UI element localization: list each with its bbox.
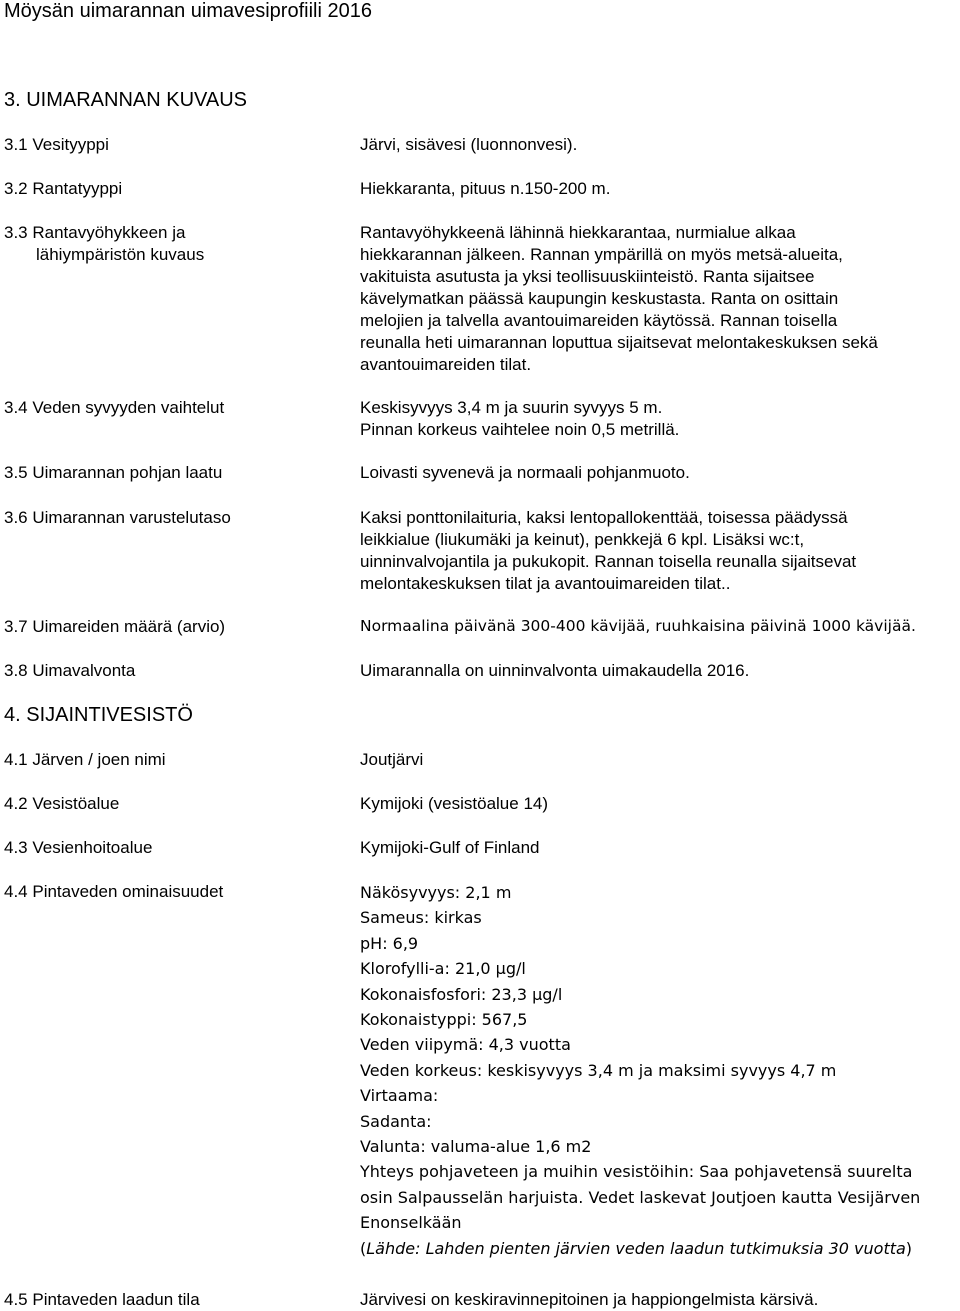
value-4-4-line: pH: 6,9 <box>360 933 419 953</box>
value-4-1: Joutjärvi <box>360 750 424 769</box>
label-3-3-line1: 3.3 Rantavyöhykkeen ja <box>4 223 186 242</box>
page-header: Möysän uimarannan uimavesiprofiili 2016 <box>4 0 372 22</box>
section-3-title: 3. UIMARANNAN KUVAUS <box>4 89 248 111</box>
value-4-4-line: Virtaama: <box>360 1086 439 1106</box>
label-3-4: 3.4 Veden syvyyden vaihtelut <box>4 398 225 417</box>
value-4-4-line: Kokonaisfosfori: 23,3 µg/l <box>360 984 563 1004</box>
value-4-4-line: Näkösyvyys: 2,1 m <box>360 883 512 902</box>
source-open-paren: ( <box>360 1238 367 1258</box>
value-3-1: Järvi, sisävesi (luonnonvesi). <box>360 135 578 154</box>
value-3-4 <box>360 397 960 441</box>
source-citation <box>360 1236 960 1261</box>
label-4-1: 4.1 Järven / joen nimi <box>4 750 166 769</box>
value-3-3-line: reunalla heti uimarannan loputtua sijaitsevat melontakeskuksen sekä <box>360 333 878 352</box>
label-3-7: 3.7 Uimareiden määrä (arvio) <box>4 617 226 636</box>
source-close-paren: ) <box>905 1238 913 1258</box>
label-3-2: 3.2 Rantatyyppi <box>4 179 123 198</box>
value-3-3-line: Rantavyöhykkeenä lähinnä hiekkarantaa, nurmialue alkaa <box>360 223 796 242</box>
label-4-5: 4.5 Pintaveden laadun tila <box>4 1290 200 1309</box>
value-3-3-line: vakituista asutusta ja yksi teollisuuskiinteistö. Ranta sijaitsee <box>360 267 815 286</box>
value-3-3-line: melojien ja talvella avantouimareiden käytössä. Rannan toisella <box>360 311 838 330</box>
value-4-4-line: Enonselkään <box>360 1213 462 1233</box>
value-4-4-line: Yhteys pohjaveteen ja muihin vesistöihin: Saa pohjavetensä suurelta <box>360 1162 913 1182</box>
label-3-3-line2: lähiympäristön kuvaus <box>36 245 205 264</box>
value-4-4-line: Klorofylli-a: 21,0 µg/l <box>360 959 526 979</box>
label-3-8: 3.8 Uimavalvonta <box>4 661 136 680</box>
value-3-8: Uimarannalla on uinninvalvonta uimakaudella 2016. <box>360 661 750 680</box>
value-4-4-line: Sameus: kirkas <box>360 908 482 928</box>
value-4-4-line: Valunta: valuma-alue 1,6 m2 <box>360 1137 592 1157</box>
value-3-6-line: leikkialue (liukumäki ja keinut), penkkejä 6 kpl. Lisäksi wc:t, <box>360 530 805 549</box>
label-3-1: 3.1 Vesityyppi <box>4 135 109 154</box>
value-4-3: Kymijoki-Gulf of Finland <box>360 838 540 857</box>
value-3-3-line: kävelymatkan päässä kaupungin keskustasta. Ranta on osittain <box>360 289 839 308</box>
value-3-4-line: Pinnan korkeus vaihtelee noin 0,5 metrillä. <box>360 420 680 439</box>
value-3-2: Hiekkaranta, pituus n.150-200 m. <box>360 179 611 198</box>
value-3-7: Normaalina päivänä 300-400 kävijää, ruuhkaisina päivinä 1000 kävijää. <box>360 617 916 635</box>
label-3-3 <box>4 222 354 266</box>
value-4-4 <box>360 880 960 1261</box>
value-4-2: Kymijoki (vesistöalue 14) <box>360 794 549 813</box>
value-3-5: Loivasti syvenevä ja normaali pohjanmuoto. <box>360 463 690 482</box>
value-3-6 <box>360 507 960 595</box>
value-4-4-line: Sadanta: <box>360 1111 432 1131</box>
value-4-4-line: osin Salpausselän harjuista. Vedet laskevat Joutjoen kautta Vesijärven <box>360 1187 921 1207</box>
value-4-4-line: Veden korkeus: keskisyvyys 3,4 m ja maksimi syvyys 4,7 m <box>360 1060 837 1080</box>
label-3-5: 3.5 Uimarannan pohjan laatu <box>4 463 223 482</box>
value-3-6-line: melontakeskuksen tilat ja avantouimareiden tilat.. <box>360 574 731 593</box>
section-4-title: 4. SIJAINTIVESISTÖ <box>4 704 193 726</box>
value-4-5: Järvivesi on keskiravinnepitoinen ja happiongelmista kärsivä. <box>360 1290 819 1309</box>
value-3-6-line: uinninvalvojantila ja pukukopit. Rannan toisella reunalla sijaitsevat <box>360 552 857 571</box>
value-3-3-line: avantouimareiden tilat. <box>360 355 532 374</box>
value-3-6-line: Kaksi ponttonilaituria, kaksi lentopallokenttää, toisessa päädyssä <box>360 508 848 527</box>
value-3-3 <box>360 222 960 376</box>
label-4-4: 4.4 Pintaveden ominaisuudet <box>4 882 224 901</box>
label-4-2: 4.2 Vesistöalue <box>4 794 120 813</box>
value-4-4-line: Veden viipymä: 4,3 vuotta <box>360 1035 571 1055</box>
label-4-3: 4.3 Vesienhoitoalue <box>4 838 153 857</box>
value-3-4-line: Keskisyvyys 3,4 m ja suurin syvyys 5 m. <box>360 398 663 417</box>
source-text: Lähde: Lahden pienten järvien veden laadun tutkimuksia 30 vuotta <box>366 1238 906 1258</box>
value-3-3-line: hiekkarannan jälkeen. Rannan ympärillä on myös metsä-alueita, <box>360 245 843 264</box>
value-4-4-line: Kokonaistyppi: 567,5 <box>360 1010 528 1030</box>
label-3-6: 3.6 Uimarannan varustelutaso <box>4 508 231 527</box>
